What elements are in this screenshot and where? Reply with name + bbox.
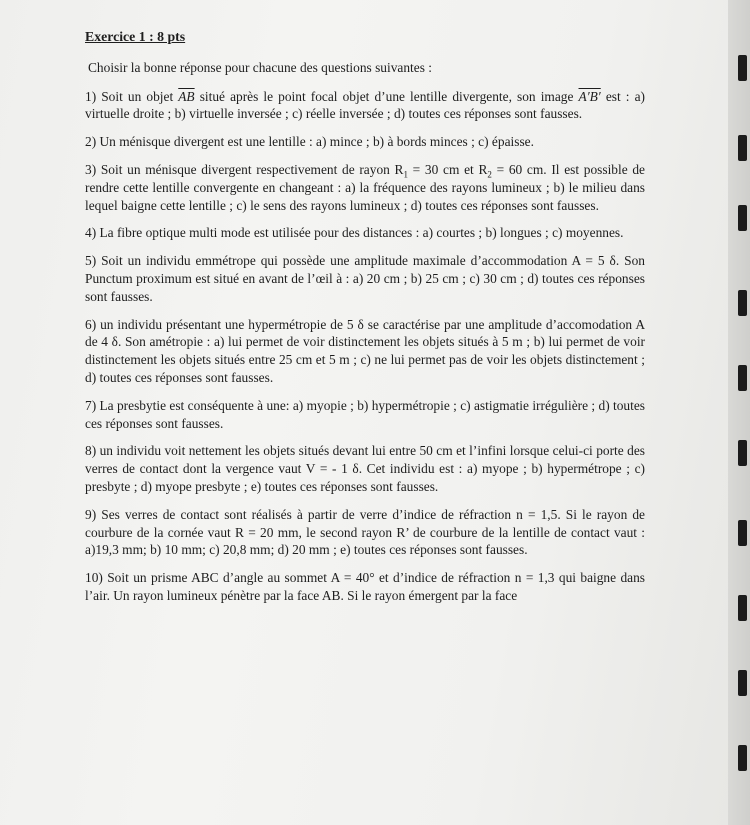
vector-ab: $\overline{AB}$ (178, 88, 195, 104)
question-8: 8) un individu voit nettement les objets situés devant lui entre 50 cm et l’infini lorsque celui-ci porte des verres de contact dont la vergence vaut V = - 1 δ. Cet individu est : a) myope ; b) hypermétrope ; c) presbyte ; d) myope presbyte ; e) toutes ces réponses sont fausses. (85, 443, 645, 494)
question-6: 6) un individu présentant une hypermétropie de 5 δ se caractérise par une amplitude d’accomodation A de 4 δ. Son amétropie : a) lui permet de voir distinctement les objets situés à 5 m ; b) lui permet de voir distinctement les objets situés entre 25 cm et 5 m ; c) ne lui permet pas de voir les objets distinctement ; d) toutes ces réponses sont fausses. (85, 316, 645, 385)
question-9: 9) Ses verres de contact sont réalisés à partir de verre d’indice de réfraction n = 1,5. Si le rayon de courbure de la cornée vaut R = 20 mm, le second rayon R’ de courbure de la lentille de contact vaut : a)19,3 mm; b) 10 mm; c) 20,8 mm; d) 20 mm ; e) toutes ces réponses sont fausses. (85, 506, 645, 558)
binding-ring (738, 595, 747, 621)
binding-ring (738, 520, 747, 546)
binding-ring (738, 745, 747, 771)
binding-ring (738, 135, 747, 161)
question-1: 1) Soit un objet $\overline{AB}$ situé après le point focal objet d’une lentille divergente, son image A′B′ est : a) virtuelle droite ; b) virtuelle inversée ; c) réelle inversée ; d) toutes ces réponses sont fausses. (85, 88, 645, 122)
question-2: 2) Un ménisque divergent est une lentille : a) mince ; b) à bords minces ; c) épaisse. (85, 134, 534, 150)
question-10: 10) Soit un prisme ABC d’angle au sommet A = 40° et d’indice de réfraction n = 1,3 qui baigne dans l’air. Un rayon lumineux pénètre par la face AB. Si le rayon émergent par la face (85, 570, 645, 603)
question-3: 3) Soit un ménisque divergent respectivement de rayon $R_1 = 30$ cm et $R_2 = 60$ cm. Il est possible de rendre cette lentille convergente en changeant : a) la fréquence des rayons lumineux ; b) le milieu dans lequel baigne cette lentille ; c) le sens des rayons lumineux ; d) toutes ces réponses sont fausses. (85, 161, 645, 213)
exercise-instructions: Choisir la bonne réponse pour chacune des questions suivantes : (88, 59, 432, 75)
binding-ring (738, 55, 747, 81)
question-5: 5) Soit un individu emmétrope qui possède une amplitude maximale d’accommodation A = 5 δ. Son Punctum proximum est situé en avant de l’œil à : a) 20 cm ; b) 25 cm ; c) 30 cm ; d) toutes ces réponses sont fausses. (85, 253, 645, 304)
binding-ring (738, 365, 747, 391)
binding-ring (738, 670, 747, 696)
vector-a-prime-b-prime: A′B′ (578, 88, 601, 104)
question-4: 4) La fibre optique multi mode est utilisée pour des distances : a) courtes ; b) longues ; c) moyennes. (85, 225, 624, 241)
question-7: 7) La presbytie est conséquente à une: a) myopie ; b) hypermétropie ; c) astigmatie irrégulière ; d) toutes ces réponses sont fausses. (85, 397, 645, 431)
spiral-binding (728, 0, 750, 825)
binding-ring (738, 205, 747, 231)
exercise-title: Exercice 1 : 8 pts (85, 29, 186, 44)
binding-ring (738, 440, 747, 466)
exercise-content (85, 28, 645, 615)
binding-ring (738, 290, 747, 316)
